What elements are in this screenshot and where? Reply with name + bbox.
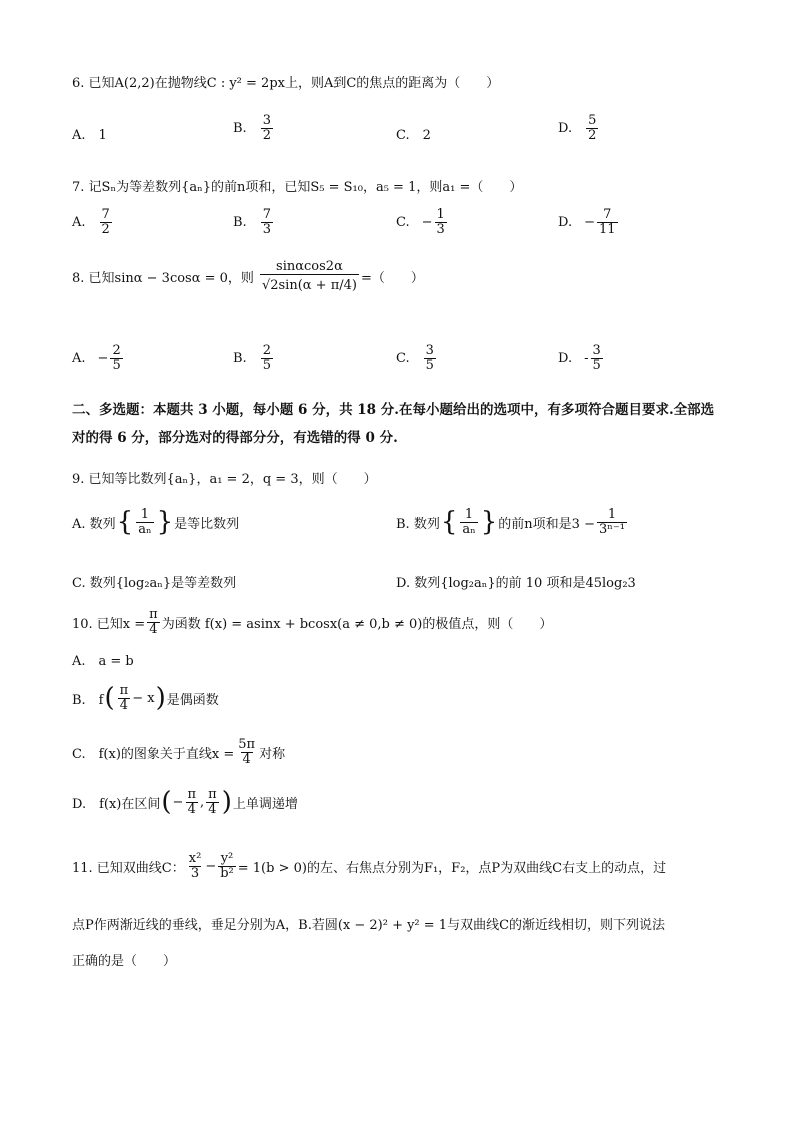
fraction: $\frac{\pi}{4}$ [187,787,196,817]
q8-option-b: B. $\frac{2}{5}$ [233,343,271,373]
q7-option-d: D. − $\frac{7}{11}$ [558,207,616,237]
q6-option-d: D. $\frac{5}{2}$ [558,113,597,143]
q9-option-d: D. 数列{log₂aₙ}的前 10 项和是45log₂3 [396,576,636,591]
fraction: $\frac{5\pi}{4}$ [238,737,256,767]
fraction: $\frac{2}{5}$ [262,343,271,373]
question-6-stem: 6. 已知A(2,2)在抛物线C : y² = 2px上，则A到C的焦点的距离为（ ） [72,76,500,91]
fraction: $\frac{1}{\text{aₙ}}$ [138,507,152,537]
q10-option-c: C. f(x)的图象关于直线x = $\frac{5\pi}{4}$ 对称 [72,737,286,767]
q8-option-d: D. - $\frac{3}{5}$ [558,343,601,373]
fraction: $\frac{\text{x²}}{3}$ [188,851,202,881]
q9-option-a: A. 数列 { $\frac{1}{\text{aₙ}}$ } 是等比数列 [72,507,240,538]
section-2-heading: 二、多选题：本题共 3 小题，每小题 6 分，共 18 分.在每小题给出的选项中，有多项符合题目要求.全部选对的得 6 分，部分选对的得部分分，有选错的得 0 分. [72,402,715,446]
question-11-line-2: 点P作两渐近线的垂线，垂足分别为A，B.若圆(x − 2)² + y² = 1与双曲线C的渐近线相切，则下列说法 [72,918,666,933]
q7-option-b: B. $\frac{7}{3}$ [233,207,271,237]
q9-option-c: C. 数列{log₂aₙ}是等差数列 [72,576,237,591]
fraction: $\frac{3}{2}$ [262,113,271,143]
fraction: $\frac{\sin\alpha\cos 2\alpha}{√2\sin(\alpha + \pi/4)}$ [261,259,357,293]
question-7-stem: 7. 记Sₙ为等差数列{aₙ}的前n项和，已知S₅ = S₁₀，a₅ = 1，则a₁ =（ ） [72,180,523,195]
fraction: $\frac{3}{5}$ [425,343,434,373]
fraction: $\frac{2}{5}$ [112,343,121,373]
fraction: $\frac{5}{2}$ [588,113,597,143]
q6-option-a: A. 1 [72,128,107,143]
fraction: $\frac{7}{11}$ [599,207,616,237]
question-9-stem: 9. 已知等比数列{aₙ}，a₁ = 2，q = 3，则（ ） [72,472,377,487]
question-11-stem: 11. 已知双曲线C： $\frac{\text{x²}}{3}$ − $\frac{\text{y²}}{\text{b²}}$ = 1(b > 0)的左、右焦点分别为F₁，F₂，点P为双曲线C右支上的动点，过 [72,851,667,881]
q6-option-b: B. $\frac{3}{2}$ [233,113,271,143]
q7-option-c: C. − $\frac{1}{3}$ [396,207,445,237]
fraction: $\frac{7}{2}$ [101,207,110,237]
fraction: $\frac{\pi}{4}$ [208,787,217,817]
q8-option-a: A. − $\frac{2}{5}$ [72,343,121,373]
question-11-line-3: 正确的是（ ） [72,954,177,969]
question-10-stem: 10. 已知x = $\frac{\pi}{4}$ 为函数 f(x) = asinx + bcosx(a ≠ 0,b ≠ 0)的极值点，则（ ） [72,607,553,637]
fraction: $\frac{1}{3}$ [436,207,445,237]
q6-option-c: C. 2 [396,128,431,143]
q10-option-a: A. a = b [72,654,134,669]
q10-option-b: B. f ( $\frac{\pi}{4}$ − x ) 是偶函数 [72,683,219,714]
fraction: $\frac{\text{y²}}{\text{b²}}$ [220,851,234,881]
fraction: $\frac{1}{\text{3ⁿ⁻¹}}$ [598,507,625,537]
fraction: $\frac{7}{3}$ [262,207,271,237]
q10-option-d: D. f(x)在区间 ( − $\frac{\pi}{4}$ , $\frac{\pi}{4}$ ) 上单调递增 [72,787,298,818]
fraction: $\frac{1}{\text{aₙ}}$ [462,507,476,537]
fraction: $\frac{\pi}{4}$ [119,683,129,713]
fraction: $\frac{3}{5}$ [592,343,601,373]
q7-option-a: A. $\frac{7}{2}$ [72,207,110,237]
q9-option-b: B. 数列 { $\frac{1}{\text{aₙ}}$ } 的前n项和是3 − $\frac{1}{\text{3ⁿ⁻¹}}$ [396,507,625,538]
q8-option-c: C. $\frac{3}{5}$ [396,343,434,373]
question-8-stem: 8. 已知sinα − 3cosα = 0，则 $\frac{\sin\alpha\cos 2\alpha}{√2\sin(\alpha + \pi/4)}$ =（ ） [72,259,424,293]
fraction: $\frac{\pi}{4}$ [149,607,158,637]
